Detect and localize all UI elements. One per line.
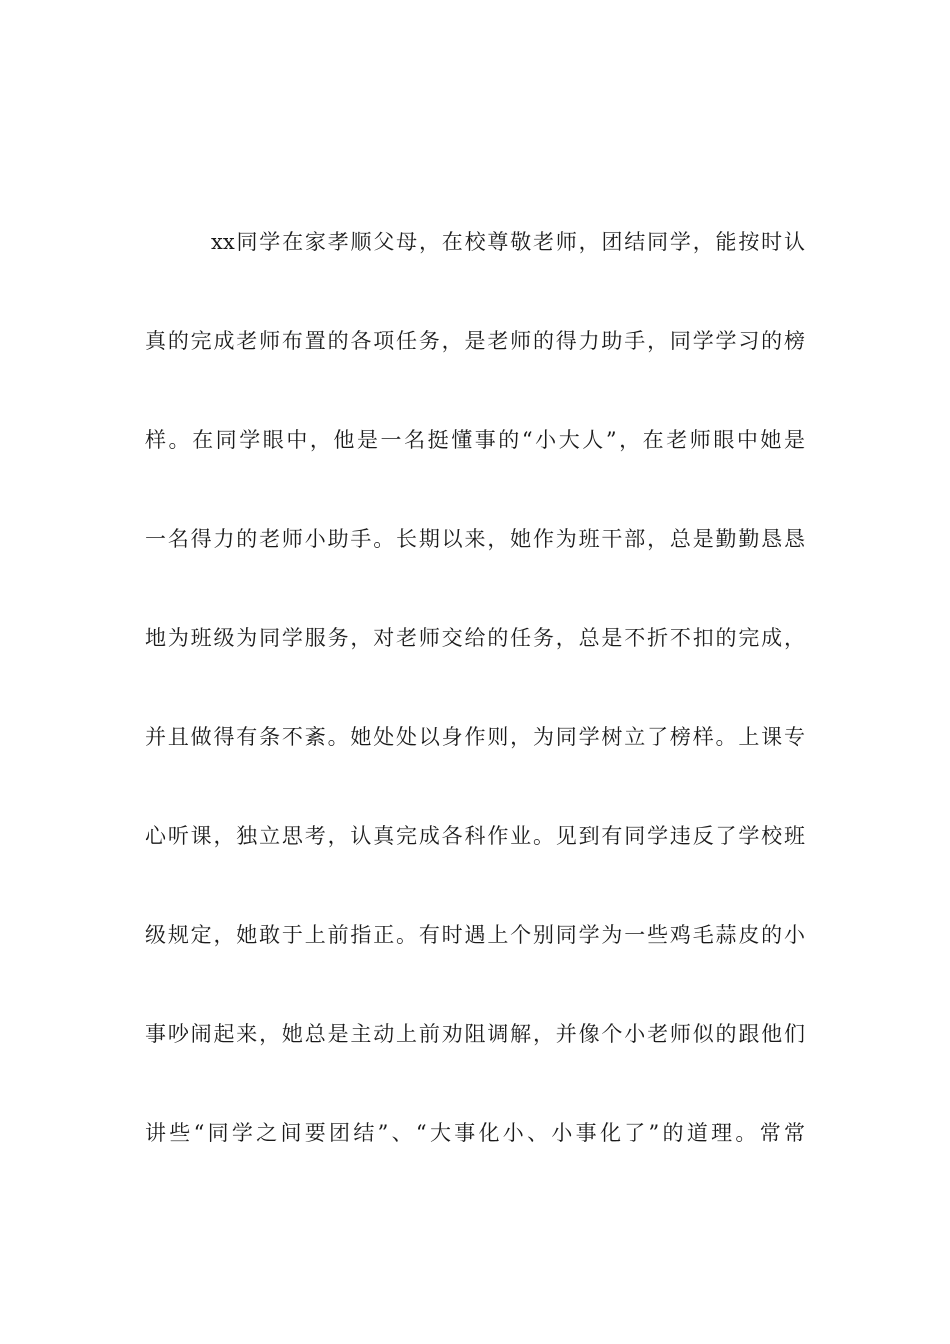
paragraph-line-7: 心听课，独立思考，认真完成各科作业。见到有同学违反了学校班	[145, 824, 805, 848]
paragraph-line-8: 级规定，她敢于上前指正。有时遇上个别同学为一些鸡毛蒜皮的小	[145, 923, 805, 947]
paragraph-line-4: 一名得力的老师小助手。长期以来，她作为班干部，总是勤勤恳恳	[145, 527, 805, 551]
paragraph-line-5: 地为班级为同学服务，对老师交给的任务，总是不折不扣的完成，	[145, 626, 805, 650]
paragraph-line-6: 并且做得有条不紊。她处处以身作则，为同学树立了榜样。上课专	[145, 725, 805, 749]
paragraph-line-2: 真的完成老师布置的各项任务，是老师的得力助手，同学学习的榜	[145, 329, 805, 353]
paragraph-line-3: 样。在同学眼中，他是一名挺懂事的“小大人”，在老师眼中她是	[145, 428, 805, 452]
paragraph-line-1: xx同学在家孝顺父母，在校尊敬老师，团结同学，能按时认	[211, 230, 805, 254]
paragraph-line-10: 讲些“同学之间要团结”、“大事化小、小事化了”的道理。常常	[145, 1121, 805, 1145]
body-paragraph	[145, 216, 805, 1206]
paragraph-line-9: 事吵闹起来，她总是主动上前劝阻调解，并像个小老师似的跟他们	[145, 1022, 805, 1046]
